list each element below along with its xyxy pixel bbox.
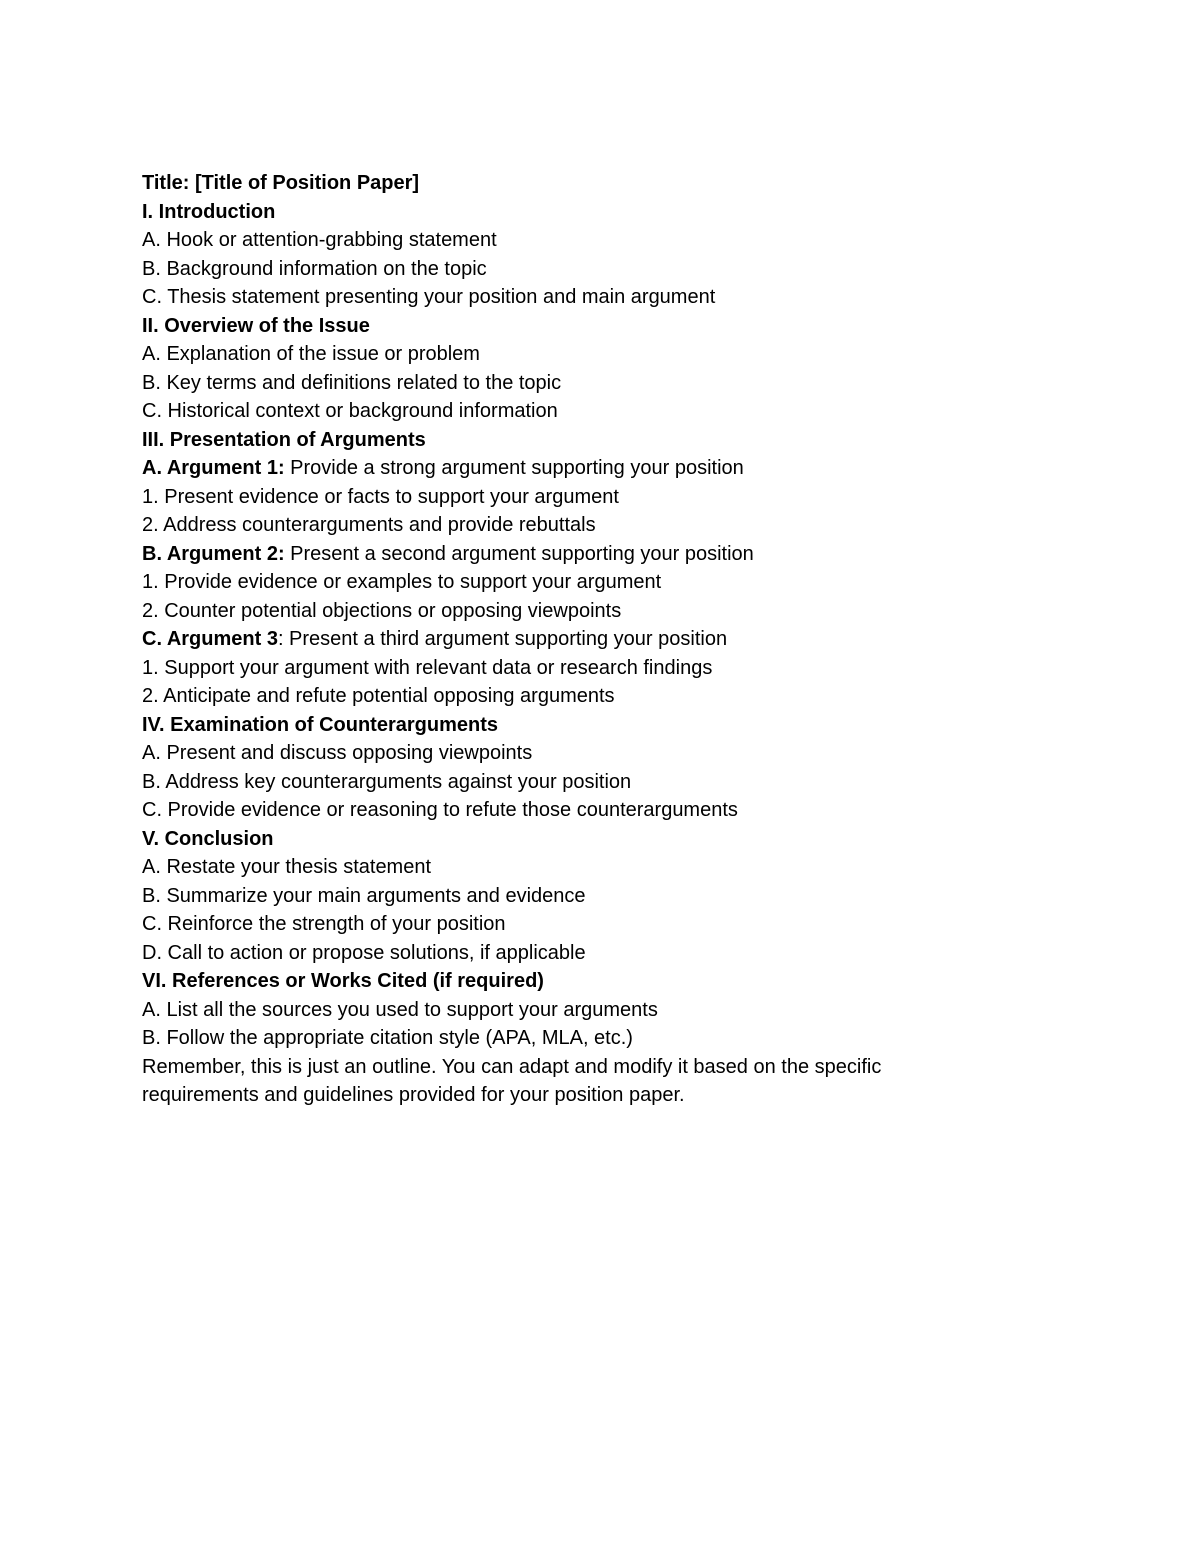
argument-point: 2. Address counterarguments and provide rebuttals [142,514,596,536]
outline-item: B. Follow the appropriate citation style (APA, MLA, etc.) [142,1027,633,1049]
outline-item: D. Call to action or propose solutions, if applicable [142,941,586,964]
section-heading-counterarguments: IV. Examination of Counterarguments [142,713,498,736]
outline-item: C. Reinforce the strength of your position [142,913,506,935]
outline-content [142,169,1002,1110]
outline-item: A. Explanation of the issue or problem [142,343,480,365]
outline-item: A. Hook or attention-grabbing statement [142,229,497,251]
argument-label: C. Argument 3 [142,628,278,650]
outline-item: A. Restate your thesis statement [142,856,432,878]
argument-point: 1. Support your argument with relevant data or research findings [142,656,713,679]
outline-item: C. Historical context or background information [142,400,558,422]
argument-text: Present a second argument supporting your position [284,542,754,565]
section-heading-conclusion: V. Conclusion [142,827,274,850]
argument-line [142,540,1002,569]
document-title: Title: [Title of Position Paper] [142,172,420,194]
argument-label: A. Argument 1: [142,457,285,479]
argument-point: 2. Anticipate and refute potential opposing arguments [142,685,615,707]
argument-line [142,454,1002,483]
argument-point: 1. Provide evidence or examples to support your argument [142,571,662,593]
argument-line [142,625,1002,654]
outline-item: A. List all the sources you used to support your arguments [142,998,658,1021]
argument-text: Provide a strong argument supporting your position [284,457,744,479]
outline-item: C. Provide evidence or reasoning to refute those counterarguments [142,799,738,821]
outline-item: B. Key terms and definitions related to the topic [142,371,562,394]
argument-label: B. Argument 2: [142,542,285,565]
outline-item: B. Summarize your main arguments and evidence [142,884,586,907]
outline-item: B. Background information on the topic [142,257,487,280]
outline-item: C. Thesis statement presenting your position and main argument [142,286,716,308]
outline-item: A. Present and discuss opposing viewpoints [142,742,533,764]
section-heading-references: VI. References or Works Cited (if required) [142,970,544,992]
argument-point: 2. Counter potential objections or opposing viewpoints [142,599,622,622]
section-heading-arguments: III. Presentation of Arguments [142,428,426,451]
section-heading-overview: II. Overview of the Issue [142,314,370,337]
closing-note: Remember, this is just an outline. You can adapt and modify it based on the specific requirements and guidelines provided for your position paper. [142,1055,882,1106]
argument-text: : Present a third argument supporting your position [277,628,728,650]
outline-item: B. Address key counterarguments against your position [142,770,632,793]
argument-point: 1. Present evidence or facts to support your argument [142,485,619,508]
section-heading-introduction: I. Introduction [142,200,276,223]
